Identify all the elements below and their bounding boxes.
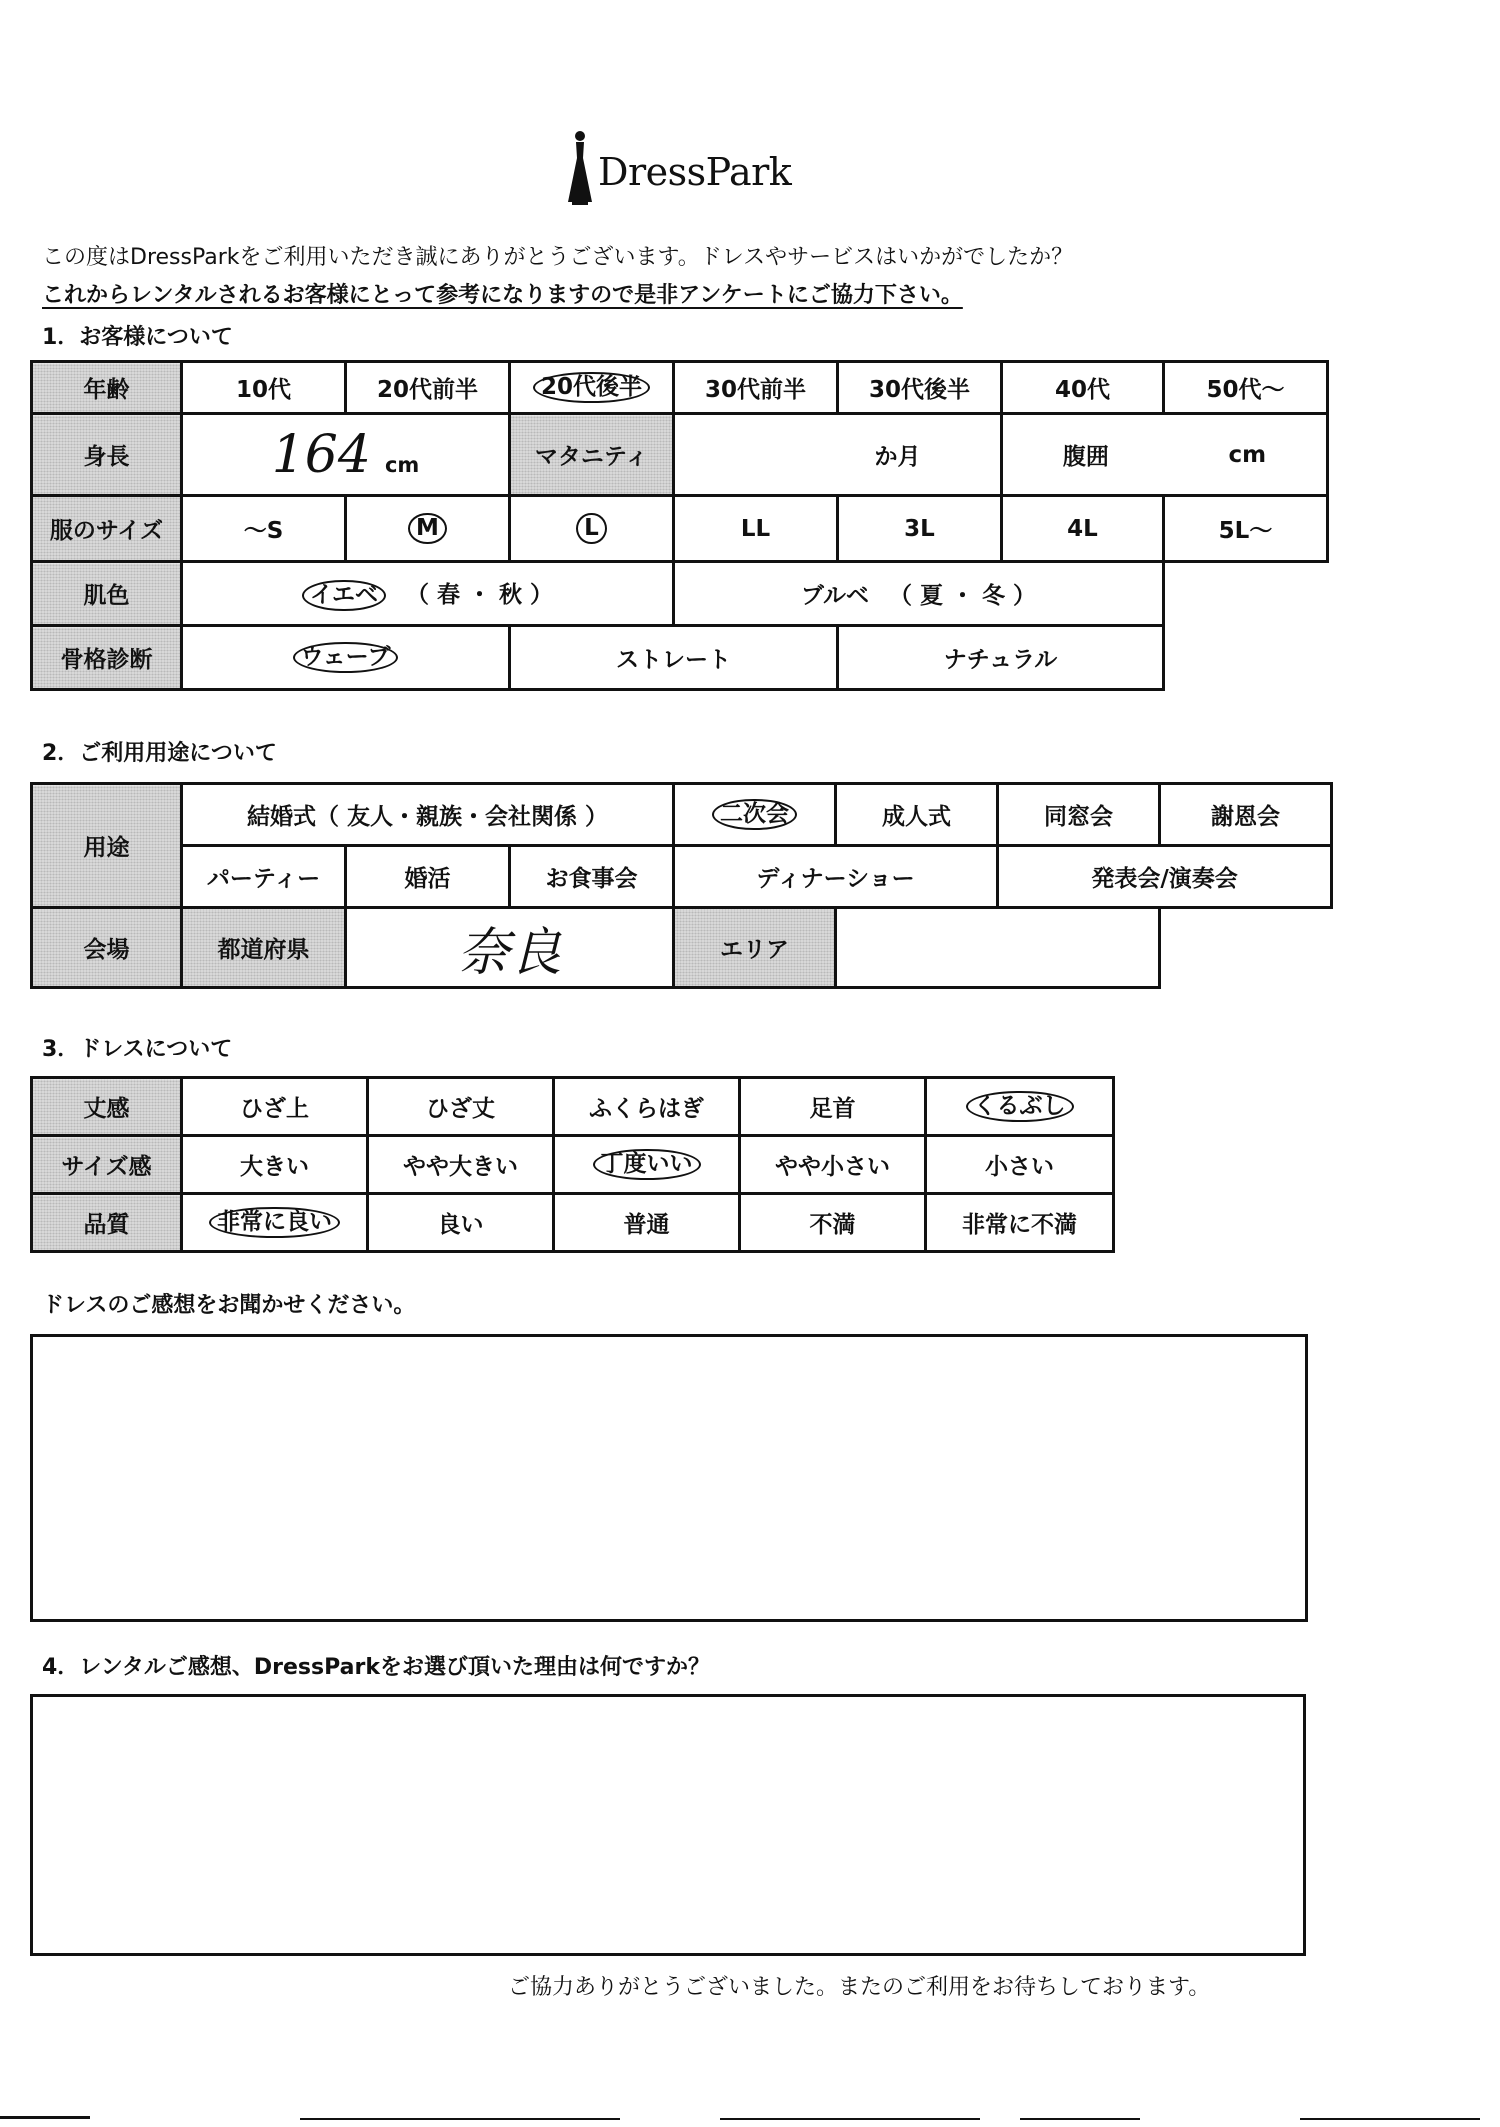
height-label: 身長 <box>32 414 182 496</box>
selected-circle: 二次会 <box>712 799 797 831</box>
size-option-l[interactable] <box>510 496 674 562</box>
purpose-option-recital[interactable]: 発表会/演奏会 <box>998 846 1332 908</box>
selected-circle: くるぶし <box>966 1091 1074 1123</box>
length-option-above-knee[interactable]: ひざ上 <box>182 1078 368 1136</box>
purpose-option-thank-you-party[interactable]: 謝恩会 <box>1160 784 1332 846</box>
skin-option-blue[interactable] <box>674 562 1164 626</box>
maternity-label: マタニティ <box>510 414 674 496</box>
purpose-option-party[interactable]: パーティー <box>182 846 346 908</box>
purpose-option-dinner-show[interactable]: ディナーショー <box>674 846 998 908</box>
prefecture-field[interactable]: 奈良 <box>346 908 674 988</box>
selected-circle: イエベ <box>302 580 386 612</box>
rental-comment-box[interactable] <box>30 1694 1306 1956</box>
waist-field[interactable] <box>1002 414 1328 496</box>
age-option-10s[interactable]: 10代 <box>182 362 346 414</box>
waist-unit: cm <box>1228 441 1267 468</box>
age-label: 年齢 <box>32 362 182 414</box>
dress-comment-prompt: ドレスのご感想をお聞かせください。 <box>42 1293 416 1318</box>
size-option-ll[interactable]: LL <box>674 496 838 562</box>
section-1-title: 1．お客様について <box>42 325 233 350</box>
intro-thanks-text: この度はDressParkをご利用いただき誠にありがとうございます。ドレスやサービスはいかがでしたか？ <box>42 245 1074 270</box>
purpose-option-reunion[interactable]: 同窓会 <box>998 784 1160 846</box>
age-option-late-30s[interactable]: 30代後半 <box>838 362 1002 414</box>
area-field[interactable] <box>836 908 1160 988</box>
scan-edge-line <box>0 2116 90 2119</box>
length-option-anklebone[interactable] <box>926 1078 1114 1136</box>
fit-label: サイズ感 <box>32 1136 182 1194</box>
blue-seasons: （ 夏 ・ 冬 ） <box>889 583 1037 609</box>
fit-option-small[interactable]: 小さい <box>926 1136 1114 1194</box>
skeleton-option-wave[interactable] <box>182 626 510 690</box>
scan-edge-line <box>1300 2118 1480 2120</box>
clothing-size-label: 服のサイズ <box>32 496 182 562</box>
scan-edge-line <box>1020 2118 1140 2120</box>
purpose-label: 用途 <box>32 784 182 908</box>
area-label: エリア <box>674 908 836 988</box>
skin-option-yellow[interactable] <box>182 562 674 626</box>
selected-circle: 非常に良い <box>209 1207 340 1239</box>
yellow-seasons: （ 春 ・ 秋 ） <box>406 581 554 608</box>
maternity-months-field[interactable] <box>674 414 1002 496</box>
scan-edge-line <box>720 2118 980 2120</box>
size-option-4l[interactable]: 4L <box>1002 496 1164 562</box>
customer-info-table <box>30 360 1329 691</box>
age-option-early-30s[interactable]: 30代前半 <box>674 362 838 414</box>
age-option-early-20s[interactable]: 20代前半 <box>346 362 510 414</box>
waist-label: 腹囲 <box>1062 444 1109 470</box>
quality-option-good[interactable]: 良い <box>368 1194 554 1252</box>
quality-option-very-good[interactable] <box>182 1194 368 1252</box>
height-field[interactable] <box>182 414 510 496</box>
quality-option-average[interactable]: 普通 <box>554 1194 740 1252</box>
prefecture-label: 都道府県 <box>182 908 346 988</box>
empty-cell <box>1160 908 1332 988</box>
closing-thanks-text: ご協力ありがとうございました。またのご利用をお待ちしております。 <box>508 1975 1211 2000</box>
fit-option-large[interactable]: 大きい <box>182 1136 368 1194</box>
brand-logo-text: DressPark <box>598 150 792 194</box>
selected-circle: 丁度いい <box>593 1149 701 1181</box>
length-option-ankle[interactable]: 足首 <box>740 1078 926 1136</box>
age-option-50s-plus[interactable]: 50代～ <box>1164 362 1328 414</box>
height-value: 164 <box>271 424 371 485</box>
fit-option-slightly-large[interactable]: やや大きい <box>368 1136 554 1194</box>
scan-edge-line <box>300 2118 620 2120</box>
size-option-s[interactable]: ～S <box>182 496 346 562</box>
quality-option-dissatisfied[interactable]: 不満 <box>740 1194 926 1252</box>
age-option-40s[interactable]: 40代 <box>1002 362 1164 414</box>
intro-request-text: これからレンタルされるお客様にとって参考になりますので是非アンケートにご協力下さい。 <box>42 283 963 308</box>
selected-circle: ウェーブ <box>293 642 399 674</box>
selected-circle: L <box>576 513 607 545</box>
dress-rating-table <box>30 1076 1115 1253</box>
purpose-option-dinner-party[interactable]: お食事会 <box>510 846 674 908</box>
size-option-5l-plus[interactable]: 5L～ <box>1164 496 1328 562</box>
skin-tone-label: 肌色 <box>32 562 182 626</box>
skeleton-option-natural[interactable]: ナチュラル <box>838 626 1164 690</box>
section-4-title: 4．レンタルご感想、DressParkをお選び頂いた理由は何ですか？ <box>42 1655 710 1680</box>
size-option-3l[interactable]: 3L <box>838 496 1002 562</box>
usage-table <box>30 782 1333 989</box>
purpose-option-wedding[interactable]: 結婚式（ 友人・親族・会社関係 ） <box>182 784 674 846</box>
fit-option-slightly-small[interactable]: やや小さい <box>740 1136 926 1194</box>
empty-cell <box>1164 562 1328 626</box>
skeleton-label: 骨格診断 <box>32 626 182 690</box>
fit-option-just-right[interactable] <box>554 1136 740 1194</box>
empty-cell <box>1164 626 1328 690</box>
quality-option-very-dissatisfied[interactable]: 非常に不満 <box>926 1194 1114 1252</box>
length-option-knee[interactable]: ひざ丈 <box>368 1078 554 1136</box>
purpose-option-afterparty[interactable] <box>674 784 836 846</box>
purpose-option-konkatsu[interactable]: 婚活 <box>346 846 510 908</box>
length-label: 丈感 <box>32 1078 182 1136</box>
height-unit: cm <box>384 452 420 477</box>
venue-label: 会場 <box>32 908 182 988</box>
months-unit: か月 <box>874 444 921 470</box>
section-2-title: 2．ご利用用途について <box>42 741 277 766</box>
length-option-calf[interactable]: ふくらはぎ <box>554 1078 740 1136</box>
skeleton-option-straight[interactable]: ストレート <box>510 626 838 690</box>
purpose-option-coming-of-age[interactable]: 成人式 <box>836 784 998 846</box>
size-option-m[interactable] <box>346 496 510 562</box>
quality-label: 品質 <box>32 1194 182 1252</box>
blue-label: ブルベ <box>800 583 870 609</box>
age-option-late-20s[interactable] <box>510 362 674 414</box>
selected-circle: M <box>408 513 447 545</box>
dress-comment-box[interactable] <box>30 1334 1308 1622</box>
selected-circle: 20代後半 <box>533 372 650 404</box>
section-3-title: 3．ドレスについて <box>42 1037 233 1062</box>
